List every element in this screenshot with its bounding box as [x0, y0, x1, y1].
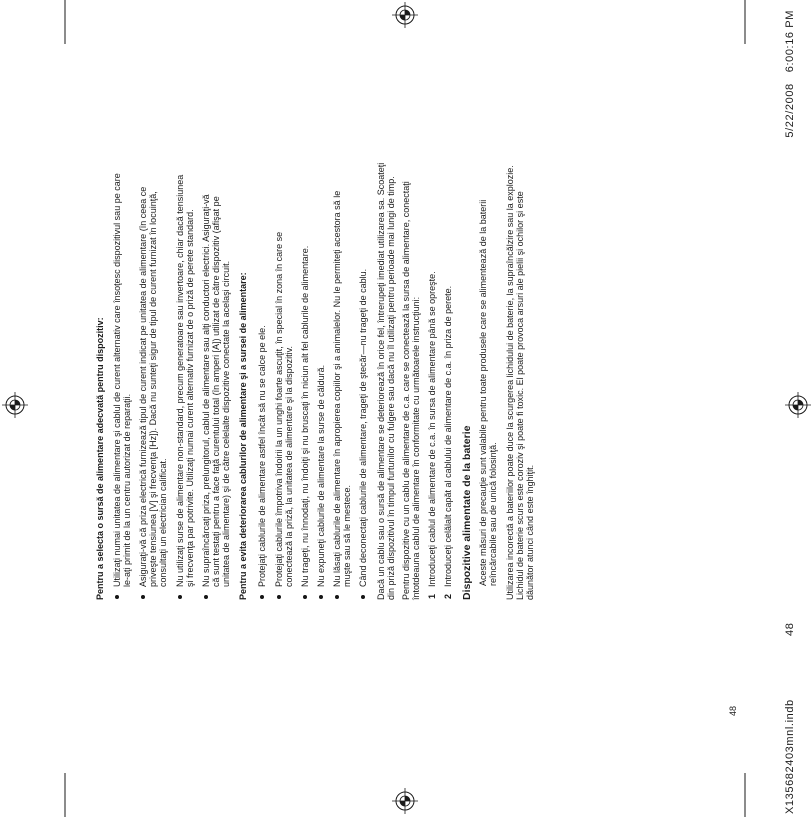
- text-line: Utilizarea incorectă a bateriilor poate duce la scurgerea lichidului de baterie, la supraîncălzire sau la explozie.: [505, 165, 515, 600]
- text-line: Utilizaţi numai unitatea de alimentare şi cablul de curent alternativ care însoţesc dispozitivul sau pe care: [112, 173, 122, 587]
- bullet-icon: [260, 595, 264, 599]
- text-line: Pentru dispozitive cu un cablu de alimentare de c.a. care se conectează la sursa de alimentare, conectaţi: [401, 181, 411, 600]
- bullet-icon: [361, 595, 365, 599]
- text-line: dăunător atunci când este înghiţit.: [525, 464, 535, 600]
- heading-battery-devices: Dispozitive alimentate de la baterie: [461, 425, 473, 600]
- print-slug-filename: X135682403mnl.indb: [784, 699, 796, 814]
- bullet-icon: [178, 595, 182, 599]
- step-number: 1: [427, 593, 437, 599]
- step-text: Introduceţi celălalt capăt al cablului de alimentare de c.a. în priza de perete.: [443, 285, 453, 587]
- text-line: şi frecvenţa par potrivite. Utilizaţi numai curent alternativ furnizat de o priză de perete standard.: [185, 209, 195, 587]
- bullet-icon: [141, 595, 145, 599]
- heading-select-power-source: Pentru a selecta o sursă de alimentare adecvată pentru dispozitiv:: [95, 317, 105, 600]
- numbered-step: [427, 271, 437, 600]
- bullet-item: [257, 325, 267, 600]
- text-line: Nu lăsaţi cablurile de alimentare în apropierea copiilor şi a animalelor. Nu le permiteţi acestora să le: [332, 190, 342, 587]
- text-line: reîncărcabile sau de unică folosinţă.: [488, 442, 498, 586]
- bullet-item: [332, 191, 352, 600]
- text-line: că sunt testaţi pentru a face faţă curentului total (în amperi [A]) utilizat de către dispozitiv (afişat pe: [211, 196, 221, 587]
- text-line: consultaţi un electrician calificat.: [158, 458, 168, 587]
- damage-note-paragraph: [376, 163, 396, 600]
- text-line: Când deconectaţi cablurile de alimentare, trageţi de ştecăr—nu trageţi de cablu.: [358, 268, 368, 587]
- bullet-item: [175, 175, 195, 600]
- text-line: Nu utilizaţi surse de alimentare non-standard, precum generatoare sau invertoare, chiar dacă tensiunea: [175, 174, 185, 587]
- step-number: 2: [443, 593, 453, 599]
- text-line: Aceste măsuri de precauţie sunt valabile pentru toate produsele care se alimentează de la baterii: [478, 199, 488, 586]
- text-line: Nu expuneţi cablurile de alimentare la surse de căldură.: [316, 364, 326, 587]
- text-line: Nu supraîncărcaţi priza, prelungitorul, cablul de alimentare sau alţi conductori electrici. Asiguraţi-vă: [201, 194, 211, 587]
- bullet-icon: [204, 595, 208, 599]
- bullet-item: [112, 173, 132, 600]
- step-text: Introduceţi cablul de alimentare de c.a. în sursa de alimentare până se opreşte.: [427, 271, 437, 587]
- text-line: Protejaţi cablurile împotriva îndoirii la un unghi foarte ascuţit, în special în zona în care se: [274, 231, 284, 587]
- text-line: muşte sau să le mestece.: [342, 484, 352, 587]
- text-line: Dacă un cablu sau o sursă de alimentare se deteriorează în orice fel, întrerupeţi imediat utilizarea sa. Scoateţi: [376, 162, 386, 600]
- bullet-item: [138, 187, 168, 600]
- bullet-icon: [115, 595, 119, 599]
- text-line: întotdeauna cablul de alimentare în conformitate cu următoarele instrucţiuni:: [411, 296, 421, 600]
- print-slug-page: 48: [784, 622, 796, 636]
- text-line: conectează la priză, la unitatea de alimentare şi la dispozitiv.: [284, 346, 294, 587]
- text-line: priveşte tensiunea [V] şi frecvenţa [Hz]). Dacă nu sunteţi sigur de tipul de curent furnizat în locuinţă,: [148, 191, 158, 587]
- bullet-item: [300, 246, 310, 600]
- numbered-step: [443, 286, 453, 600]
- bullet-item: [201, 194, 231, 600]
- bullet-icon: [319, 595, 323, 599]
- text-line: Asiguraţi-vă că priza electrică furnizează tipul de curent indicat pe unitatea de alimentare (în ceea ce: [138, 186, 148, 587]
- text-line: Nu trageţi, nu înnodaţi, nu îndoiţi şi nu bruscaţi în niciun alt fel cablurile de alimentare.: [300, 245, 310, 587]
- text-line: din priză dispozitivul în timpul furtunilor cu fulgere sau dacă nu îl utilizaţi pentru perioade mai lungi de timp.: [386, 176, 396, 600]
- bullet-item: [274, 232, 294, 600]
- bullet-icon: [277, 595, 281, 599]
- heading-protect-cables: Pentru a evita deteriorarea cablurilor de alimentare şi a sursei de alimentare:: [238, 272, 248, 600]
- text-line: Protejaţi cablurile de alimentare astfel încât să nu se calce pe ele.: [257, 325, 267, 587]
- bullet-item: [316, 365, 326, 600]
- text-line: Lichidul de baterie scurs este coroziv şi poate fi toxic. El poate provoca arsuri ale pielii şi ochilor şi este: [515, 191, 525, 600]
- battery-warning-paragraph: [505, 165, 535, 600]
- text-line: unitatea de alimentare) şi de către celelalte dispozitive conectate la acelaşi circuit.: [221, 260, 231, 587]
- battery-intro-paragraph: [478, 200, 498, 586]
- print-slug-timestamp: 5/22/2008 6:00:16 PM: [784, 10, 796, 138]
- bullet-icon: [303, 595, 307, 599]
- bullet-item: [358, 269, 368, 600]
- ac-cord-paragraph: [401, 181, 421, 600]
- page-number: 48: [728, 705, 738, 716]
- bullet-icon: [335, 595, 339, 599]
- text-line: le-aţi primit de la un centru autorizat de reparaţii.: [122, 393, 132, 587]
